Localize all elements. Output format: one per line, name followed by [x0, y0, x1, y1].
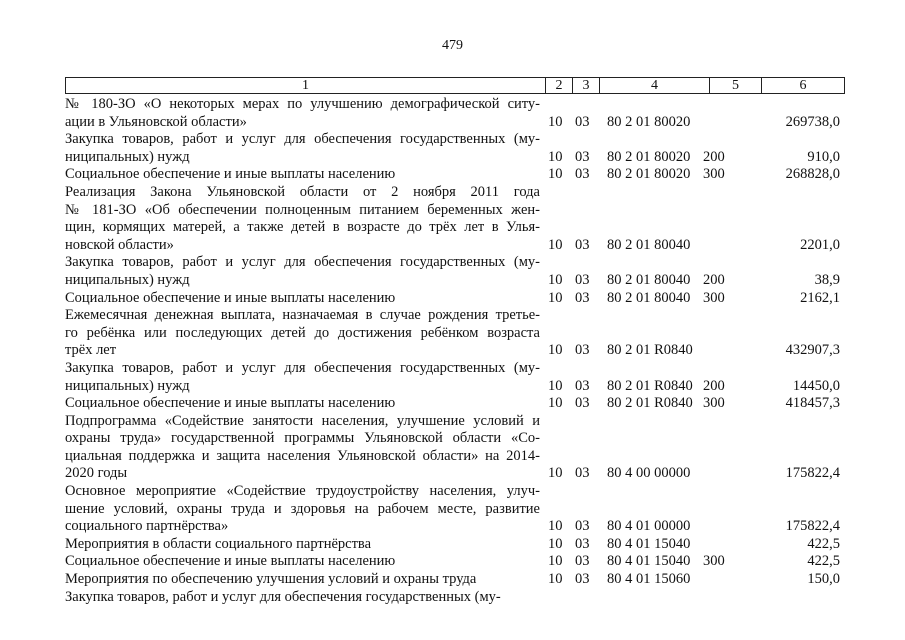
target-article-code: 80 4 01 00000: [607, 518, 691, 535]
description-line: Социальное обеспечение и иные выплаты населению: [65, 289, 396, 306]
row-description: [65, 166, 540, 184]
section-code: 10: [548, 166, 563, 183]
table-row: [65, 536, 845, 554]
amount-value: 422,5: [807, 535, 840, 552]
subsection-code: 03: [575, 465, 590, 482]
header-col-1: 1: [66, 78, 546, 93]
section-code: 10: [548, 342, 563, 359]
description-line: Закупка товаров, работ и услуг для обеспечения государственных (му-: [65, 359, 540, 376]
description-line: ниципальных) нужд: [65, 148, 190, 165]
description-line: го ребёнка или последующих детей до достижения ребёнком возраста: [65, 324, 540, 341]
subsection-code: 03: [575, 518, 590, 535]
amount-value: 422,5: [807, 553, 840, 570]
table-row: [65, 413, 845, 483]
row-description: [65, 395, 540, 413]
header-col-4: 4: [600, 78, 710, 93]
expense-type-code: 200: [703, 271, 725, 288]
row-description: [65, 483, 540, 536]
section-code: 10: [548, 289, 563, 306]
expense-type-code: 200: [703, 377, 725, 394]
subsection-code: 03: [575, 571, 590, 588]
description-line: Основное мероприятие «Содействие трудоустройству населения, улуч-: [65, 483, 540, 500]
subsection-code: 03: [575, 553, 590, 570]
table-row: [65, 96, 845, 131]
expense-type-code: 300: [703, 395, 725, 412]
subsection-code: 03: [575, 342, 590, 359]
description-line: Ежемесячная денежная выплата, назначаемая в случае рождения третье-: [65, 307, 540, 324]
row-description: [65, 131, 540, 166]
table-row: [65, 571, 845, 589]
description-line: Реализация Закона Ульяновской области от 2 ноября 2011 года: [65, 183, 540, 200]
header-col-5: 5: [710, 78, 762, 93]
section-code: 10: [548, 553, 563, 570]
row-description: [65, 360, 540, 395]
description-line: № 180-ЗО «О некоторых мерах по улучшению демографической ситу-: [65, 96, 540, 112]
target-article-code: 80 2 01 80020: [607, 113, 691, 130]
target-article-code: 80 2 01 80040: [607, 236, 691, 253]
row-description: [65, 254, 540, 289]
target-article-code: 80 4 01 15040: [607, 535, 691, 552]
subsection-code: 03: [575, 271, 590, 288]
table-row: [65, 360, 845, 395]
section-code: 10: [548, 148, 563, 165]
expense-type-code: 300: [703, 166, 725, 183]
table-row: [65, 131, 845, 166]
target-article-code: 80 4 01 15060: [607, 571, 691, 588]
subsection-code: 03: [575, 395, 590, 412]
description-line: ации в Ульяновской области»: [65, 113, 247, 130]
amount-value: 2201,0: [800, 236, 840, 253]
description-line: трёх лет: [65, 342, 117, 359]
section-code: 10: [548, 465, 563, 482]
target-article-code: 80 2 01 80020: [607, 166, 691, 183]
table-header: [65, 77, 845, 94]
description-line: Закупка товаров, работ и услуг для обеспечения государственных (му-: [65, 588, 501, 605]
description-line: Мероприятия по обеспечению улучшения условий и охраны труда: [65, 571, 477, 588]
amount-value: 910,0: [807, 148, 840, 165]
description-line: № 181-ЗО «Об обеспечении полноценным питанием беременных жен-: [65, 201, 540, 218]
amount-value: 175822,4: [785, 465, 840, 482]
section-code: 10: [548, 271, 563, 288]
subsection-code: 03: [575, 236, 590, 253]
description-line: Закупка товаров, работ и услуг для обеспечения государственных (му-: [65, 254, 540, 271]
table-row: [65, 483, 845, 536]
table-row: [65, 184, 845, 254]
row-description: [65, 290, 540, 308]
amount-value: 38,9: [814, 271, 840, 288]
expense-type-code: 300: [703, 553, 725, 570]
row-description: [65, 571, 540, 589]
section-code: 10: [548, 113, 563, 130]
amount-value: 432907,3: [785, 342, 840, 359]
row-description: [65, 413, 540, 483]
table-row: [65, 290, 845, 308]
subsection-code: 03: [575, 377, 590, 394]
header-col-3: 3: [573, 78, 600, 93]
amount-value: 14450,0: [792, 377, 840, 394]
amount-value: 2162,1: [800, 289, 840, 306]
description-line: Социальное обеспечение и иные выплаты населению: [65, 395, 396, 412]
row-description: [65, 553, 540, 571]
table-row: [65, 166, 845, 184]
table-body: [65, 96, 845, 606]
table-row: [65, 254, 845, 289]
target-article-code: 80 2 01 R0840: [607, 342, 693, 359]
page-number: 479: [442, 38, 463, 53]
section-code: 10: [548, 395, 563, 412]
table-row: [65, 307, 845, 360]
row-description: [65, 536, 540, 554]
description-line: шение условий, охраны труда и здоровья на рабочем месте, развитие: [65, 500, 540, 517]
amount-value: 175822,4: [785, 518, 840, 535]
subsection-code: 03: [575, 113, 590, 130]
row-description: [65, 184, 540, 254]
description-line: социального партнёрства»: [65, 518, 229, 535]
description-line: Закупка товаров, работ и услуг для обеспечения государственных (му-: [65, 131, 540, 148]
amount-value: 269738,0: [785, 113, 840, 130]
amount-value: 150,0: [807, 571, 840, 588]
target-article-code: 80 2 01 80020: [607, 148, 691, 165]
description-line: охраны труда» государственной программы Ульяновской области «Со-: [65, 430, 540, 447]
row-description: [65, 307, 540, 360]
target-article-code: 80 4 00 00000: [607, 465, 691, 482]
subsection-code: 03: [575, 166, 590, 183]
section-code: 10: [548, 377, 563, 394]
target-article-code: 80 2 01 80040: [607, 271, 691, 288]
description-line: щин, кормящих матерей, а также детей в возрасте до трёх лет в Улья-: [65, 219, 540, 236]
description-line: Социальное обеспечение и иные выплаты населению: [65, 166, 396, 183]
description-line: ниципальных) нужд: [65, 271, 190, 288]
description-line: ниципальных) нужд: [65, 377, 190, 394]
target-article-code: 80 2 01 R0840: [607, 377, 693, 394]
description-line: циальная поддержка и защита населения Ульяновской области» на 2014-: [65, 447, 540, 464]
header-col-2: 2: [546, 78, 573, 93]
target-article-code: 80 2 01 80040: [607, 289, 691, 306]
section-code: 10: [548, 535, 563, 552]
description-line: Мероприятия в области социального партнёрства: [65, 535, 372, 552]
section-code: 10: [548, 518, 563, 535]
amount-value: 268828,0: [785, 166, 840, 183]
row-description: [65, 96, 540, 131]
header-col-6: 6: [799, 78, 807, 93]
row-description: [65, 589, 540, 607]
section-code: 10: [548, 236, 563, 253]
table-row: [65, 589, 845, 607]
expense-type-code: 200: [703, 148, 725, 165]
amount-value: 418457,3: [785, 395, 840, 412]
table-row: [65, 553, 845, 571]
table-row: [65, 395, 845, 413]
section-code: 10: [548, 571, 563, 588]
description-line: Подпрограмма «Содействие занятости населения, улучшение условий и: [65, 412, 540, 429]
subsection-code: 03: [575, 148, 590, 165]
description-line: Социальное обеспечение и иные выплаты населению: [65, 553, 396, 570]
subsection-code: 03: [575, 289, 590, 306]
target-article-code: 80 2 01 R0840: [607, 395, 693, 412]
subsection-code: 03: [575, 535, 590, 552]
expense-type-code: 300: [703, 289, 725, 306]
target-article-code: 80 4 01 15040: [607, 553, 691, 570]
description-line: новской области»: [65, 236, 174, 253]
description-line: 2020 годы: [65, 465, 128, 482]
